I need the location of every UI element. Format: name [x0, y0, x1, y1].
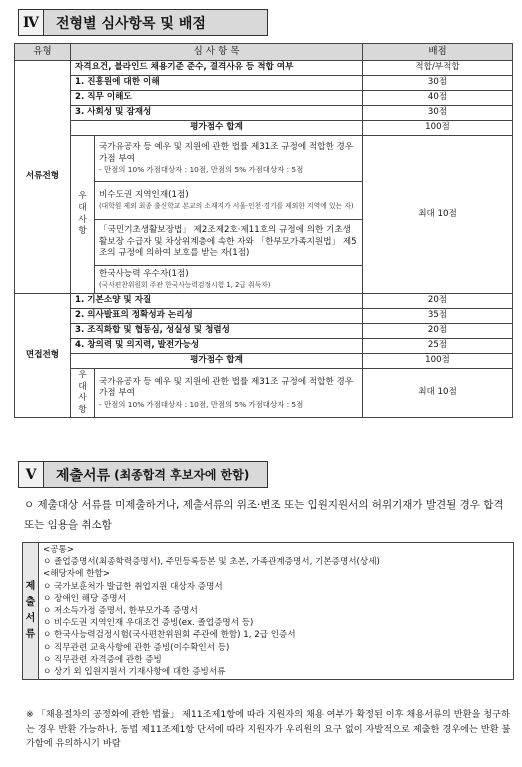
label-char: 출	[25, 597, 36, 609]
interview-score: 20점	[363, 294, 513, 309]
doc-score: 적합/부적합	[363, 61, 513, 76]
table-row	[15, 294, 513, 309]
list-item: ㅇ 상기 외 입원지원서 기재사항에 대한 증빙서류	[43, 667, 226, 678]
submission-docs-list	[39, 543, 513, 679]
list-item: <해당자에 한함>	[43, 569, 110, 580]
doc-sum-score: 100점	[363, 121, 513, 136]
table-row	[15, 339, 513, 354]
doc-item: 자격요건, 블라인드 채용기준 준수, 결격사유 등 적합 여부	[71, 61, 363, 76]
doc-pref-2-detail: (대학원 제외 최종 출신학교 본교의 소재지가 서울·인천·경기를 제외한 지역에 있는 자)	[99, 201, 354, 210]
interview-pref-label: 우대사항	[71, 369, 95, 418]
label-char: 류	[25, 629, 36, 641]
interview-item: 4. 창의력 및 의지력, 발전가능성	[71, 339, 363, 354]
doc-pref-1	[95, 136, 363, 182]
doc-pref-2-text: 비수도권 지역인재(1점)	[99, 190, 189, 201]
interview-item: 2. 의사발표의 정확성과 논리성	[71, 309, 363, 324]
table-header-row	[15, 44, 513, 61]
return-policy-note: ※ 「채용절차의 공정화에 관한 법률」 제11조제1항에 따라 지원자의 채용 여부가 확정된 이후 채용서류의 반환을 청구하는 경우 반환 가능하나, 동법 제11조제1항 단서에 따라 지원자가 우리원의 요구 없이 자발적으로 제출한 경우에는 반환 불가함에 유의하시기 바람	[26, 709, 511, 750]
interview-sum-label: 평가점수 합계	[71, 354, 363, 369]
interview-pref-1	[95, 369, 363, 418]
interview-pref-1-detail: - 만점의 10% 가점대상자 : 10점, 만점의 5% 가점대상자 : 5점	[99, 399, 304, 409]
submission-docs-box	[22, 542, 514, 680]
doc-screening-type: 서류전형	[15, 61, 71, 294]
section5-header	[18, 461, 268, 488]
interview-item: 1. 기본소양 및 자질	[71, 294, 363, 309]
table-row	[15, 309, 513, 324]
label-char: 서	[25, 613, 36, 625]
list-item: ㅇ 비수도권 지역인재 우대조건 증빙(ex. 졸업증명서 등)	[43, 618, 254, 629]
doc-pref-4	[95, 266, 363, 294]
table-row	[15, 61, 513, 76]
submission-docs-label	[23, 543, 39, 679]
doc-sum-label: 평가점수 합계	[71, 121, 363, 136]
interview-pref-score: 최대 10점	[363, 369, 513, 418]
table-row	[15, 91, 513, 106]
list-item: ㅇ 국가보훈처가 발급한 취업지원 대상자 증명서	[43, 581, 223, 592]
doc-pref-4-detail: (국사편찬위원회 주관 한국사능력검정시험 1, 2급 취득자)	[99, 280, 271, 289]
section5-title-main: 제출서류	[56, 467, 111, 484]
doc-score: 30점	[363, 76, 513, 91]
section5-number: Ⅴ	[18, 461, 44, 488]
interview-type: 면접전형	[15, 294, 71, 418]
doc-score: 30점	[363, 106, 513, 121]
list-item: ㅇ 장애인 해당 증명서	[43, 593, 126, 604]
list-item: ㅇ 한국사능력검정시험(국사편찬위원회 주관에 한함) 1, 2급 인증서	[43, 630, 296, 641]
header-items: 심 사 항 목	[71, 44, 363, 61]
interview-item: 3. 조직화합 및 협동심, 성실성 및 청렴성	[71, 324, 363, 339]
table-row	[15, 324, 513, 339]
list-item: <공통>	[43, 545, 75, 555]
doc-pref-3: 「국민기초생활보장법」 제2조제2호·제11호의 규정에 의한 기초생활보장 수급자 및 차상위계층에 속한 자와 「한부모가족지원법」 제5조의 규정에 의하여 보호를 받는 자(1점)	[95, 220, 363, 266]
doc-score: 40점	[363, 91, 513, 106]
table-row	[15, 106, 513, 121]
table-row	[15, 354, 513, 369]
interview-score: 35점	[363, 309, 513, 324]
section4-header	[18, 9, 268, 36]
doc-pref-label: 우대사항	[71, 136, 95, 294]
list-item: ㅇ 직무관련 교육사항에 관한 증빙(이수확인서 등)	[43, 642, 230, 653]
list-item: ㅇ 졸업증명서(최종학력증명서), 주민등록등본 및 초본, 가족관계증명서, 기본증명서(상세)	[43, 557, 380, 568]
doc-pref-score: 최대 10점	[363, 136, 513, 294]
header-type: 유형	[15, 44, 71, 61]
section5-title	[44, 461, 268, 488]
evaluation-table	[14, 43, 513, 418]
doc-pref-2	[95, 182, 363, 220]
table-row	[15, 121, 513, 136]
section4-number: Ⅳ	[18, 9, 44, 36]
doc-item: 2. 직무 이해도	[71, 91, 363, 106]
label-char: 제	[25, 581, 36, 593]
header-score: 배점	[363, 44, 513, 61]
doc-pref-1-text: 국가유공자 등 예우 및 지원에 관한 법률 제31조 규정에 적합한 경우 가점 부여	[99, 141, 354, 164]
table-row	[15, 76, 513, 91]
doc-pref-4-text: 한국사능력 우수자(1점)	[99, 269, 189, 280]
doc-item: 3. 사회성 및 잠재성	[71, 106, 363, 121]
interview-score: 25점	[363, 339, 513, 354]
section5-title-sub: (최종합격 후보자에 한함)	[114, 468, 250, 482]
table-row	[15, 136, 513, 182]
interview-pref-1-text: 국가유공자 등 예우 및 지원에 관한 법률 제31조 규정에 적합한 경우 가점 부여	[99, 376, 354, 399]
interview-score: 20점	[363, 324, 513, 339]
table-row	[15, 369, 513, 418]
list-item: ㅇ 저소득가정 증명서, 한부모가족 증명서	[43, 606, 198, 617]
interview-sum-score: 100점	[363, 354, 513, 369]
section4-title: 전형별 심사항목 및 배점	[44, 9, 268, 36]
section5-intro: ㅇ 제출대상 서류를 미제출하거나, 제출서류의 위조·변조 또는 입원지원서의 허위기재가 발견될 경우 합격 또는 임용을 취소함	[24, 499, 504, 531]
list-item: ㅇ 직무관련 자격증에 관한 증빙	[43, 654, 162, 665]
doc-item: 1. 진흥원에 대한 이해	[71, 76, 363, 91]
doc-pref-1-detail: - 만점의 10% 가점대상자 : 10점, 만점의 5% 가점대상자 : 5점	[99, 165, 304, 175]
